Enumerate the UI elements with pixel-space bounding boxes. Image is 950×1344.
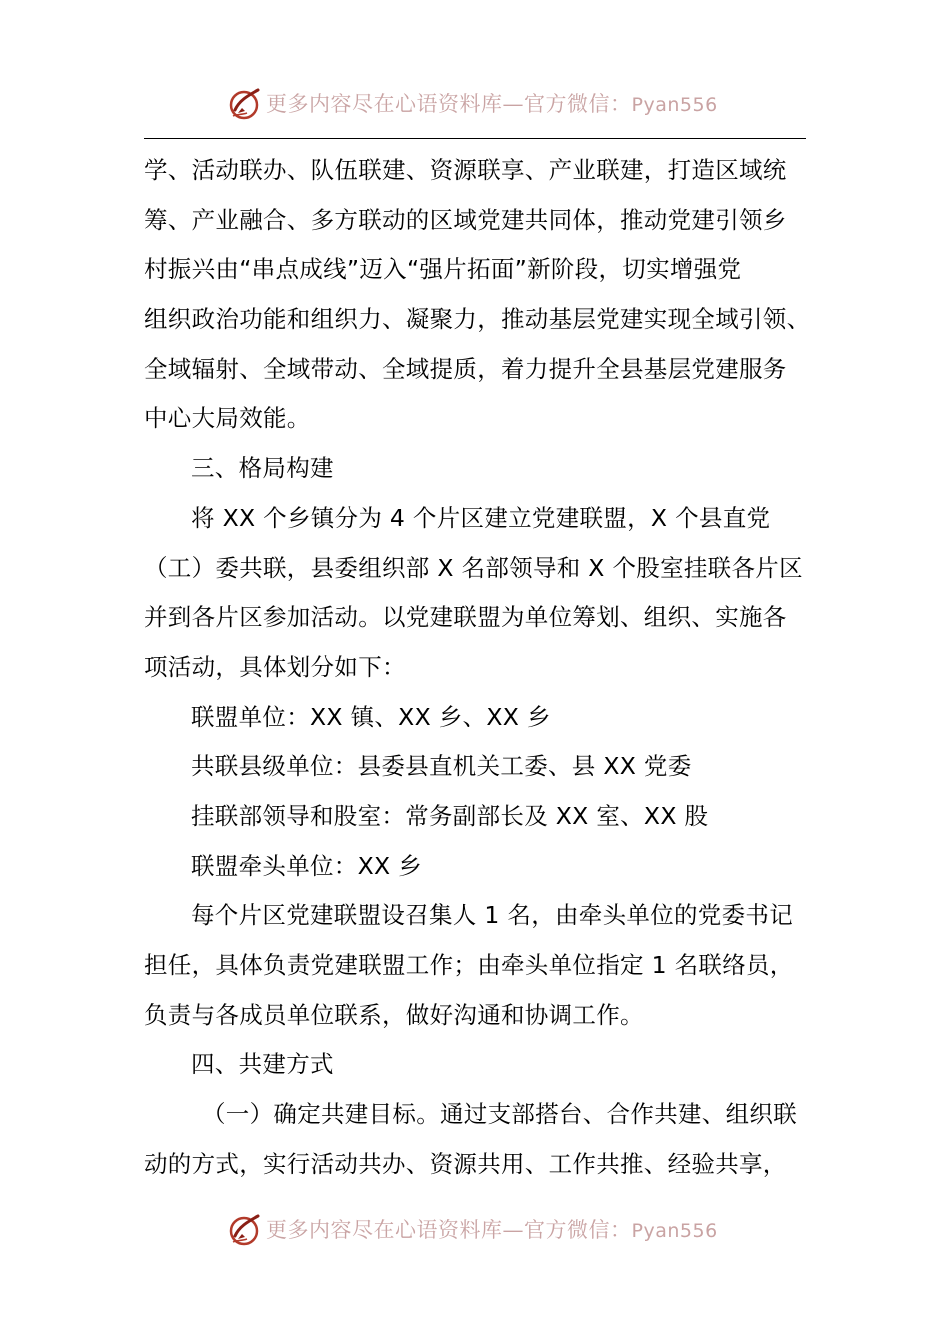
text-line: 村振兴由“串点成线”迈入“强片拓面”新阶段，切实增强党 xyxy=(144,255,742,284)
document-body xyxy=(144,146,811,1189)
watermark-label: 更多内容尽在心语资料库—官方微信： xyxy=(266,1218,632,1242)
section-heading: 三、格局构建 xyxy=(191,454,334,483)
text-line: 学、活动联办、队伍联建、资源联享、产业联建，打造区域统 xyxy=(144,156,787,184)
text-line: 筹、产业融合、多方联动的区域党建共同体，推动党建引领乡 xyxy=(144,205,787,234)
watermark-banner-bottom xyxy=(0,1210,950,1250)
watermark-text xyxy=(266,1217,718,1244)
text-line: 每个片区党建联盟设召集人 1 名，由牵头单位的党委书记 xyxy=(191,901,793,930)
text-line: 项活动，具体划分如下： xyxy=(144,652,406,681)
watermark-wechat-id: Pyan556 xyxy=(631,1220,718,1242)
watermark-label: 更多内容尽在心语资料库—官方微信： xyxy=(266,92,632,116)
text-line: 负责与各成员单位联系，做好沟通和协调工作。 xyxy=(144,1000,644,1029)
text-line: 联盟单位：XX 镇、XX 乡、XX 乡 xyxy=(191,702,551,731)
text-line: （一）确定共建目标。通过支部搭台、合作共建、组织联 xyxy=(202,1100,797,1129)
pen-logo-icon xyxy=(227,1212,263,1248)
text-line: 共联县级单位：县委县直机关工委、县 XX 党委 xyxy=(191,752,692,781)
watermark-banner-top xyxy=(0,84,950,124)
text-line: 将 XX 个乡镇分为 4 个片区建立党建联盟，X 个县直党 xyxy=(191,503,771,532)
watermark-wechat-id: Pyan556 xyxy=(631,94,718,116)
text-line: 全域辐射、全域带动、全域提质，着力提升全县基层党建服务 xyxy=(144,354,787,383)
watermark-text xyxy=(266,91,718,118)
section-heading: 四、共建方式 xyxy=(191,1050,334,1079)
text-line: 组织政治功能和组织力、凝聚力，推动基层党建实现全域引领、 xyxy=(144,305,811,334)
text-line: 联盟牵头单位：XX 乡 xyxy=(191,851,422,880)
text-line: 担任，具体负责党建联盟工作；由牵头单位指定 1 名联络员， xyxy=(144,951,794,979)
pen-logo-icon xyxy=(227,86,263,122)
text-line: 动的方式，实行活动共办、资源共用、工作共推、经验共享， xyxy=(144,1149,787,1178)
text-line: 并到各片区参加活动。以党建联盟为单位筹划、组织、实施各 xyxy=(144,603,787,632)
text-line: 挂联部领导和股室：常务副部长及 XX 室、XX 股 xyxy=(191,801,709,830)
header-divider xyxy=(144,138,806,139)
text-line: 中心大局效能。 xyxy=(144,404,311,433)
text-line: （工）委共联，县委组织部 X 名部领导和 X 个股室挂联各片区 xyxy=(144,553,803,582)
